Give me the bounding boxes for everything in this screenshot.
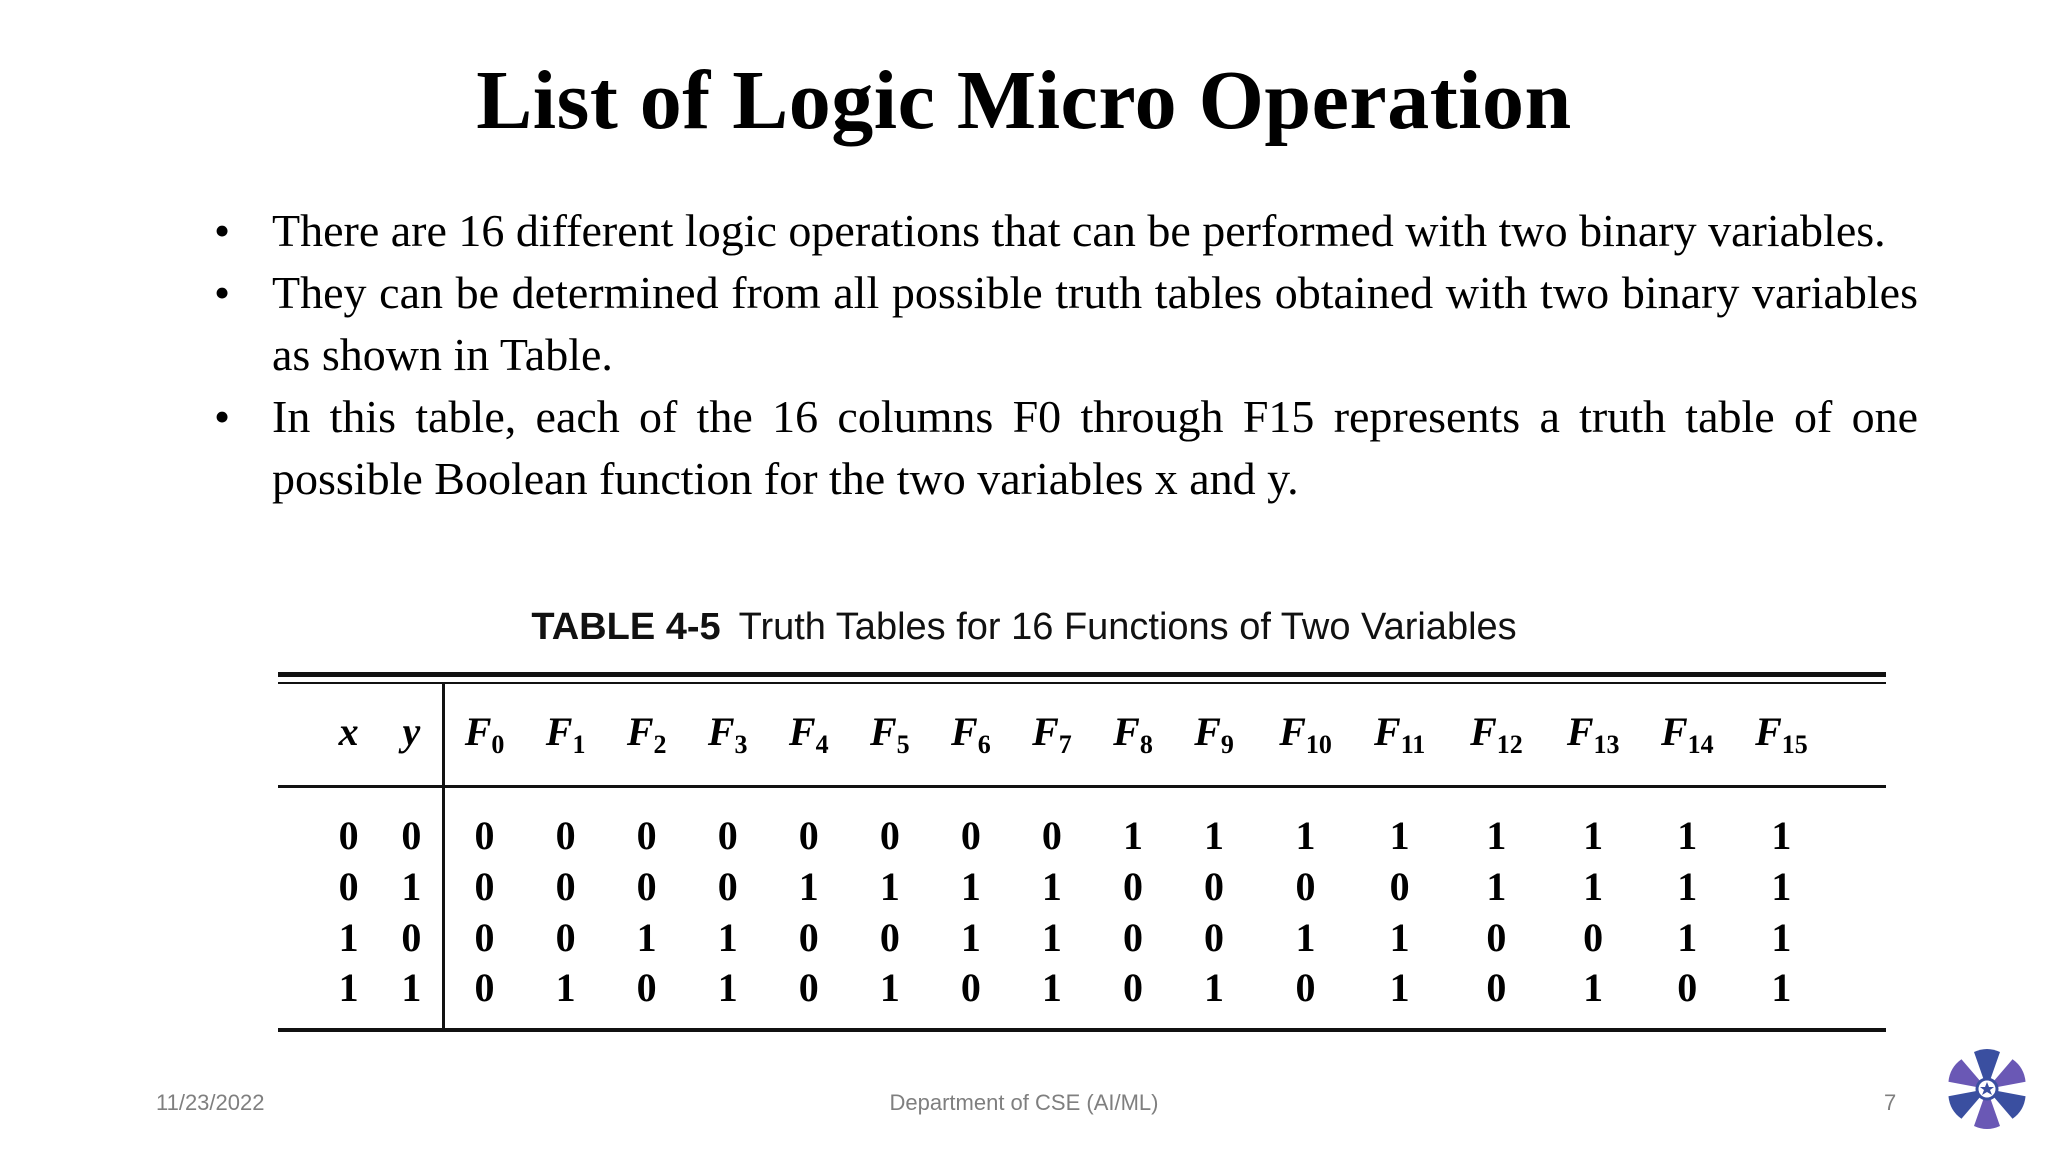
table-cell: 1 [798,864,819,909]
table-cell: 0 [636,965,657,1010]
table-header-function [1755,708,1808,760]
table-cell: 0 [474,864,495,909]
table-cell: 1 [1204,965,1225,1010]
table-header-function [1032,708,1072,760]
table-cell: 0 [1389,864,1410,909]
header-base: F [869,709,897,754]
header-base: F [951,709,978,754]
table-cell: 0 [960,965,981,1010]
table-cell: 0 [1295,965,1316,1010]
table-row [278,812,1886,862]
header-base: F [626,709,654,754]
header-subscript: 0 [491,730,505,759]
table-row [278,964,1886,1014]
table-caption-label: TABLE 4-5 [531,606,721,648]
table-cell: 0 [1295,864,1316,909]
bullet-dot: • [214,391,231,442]
header-subscript: 12 [1496,730,1523,759]
table-cell: 0 [1204,915,1225,960]
slide-title: List of Logic Micro Operation [476,54,1572,147]
table-top-rule-thin [278,682,1886,684]
table-caption-text: Truth Tables for 16 Functions of Two Variables [738,606,1517,648]
table-row [278,914,1886,964]
bullet-item [210,262,1918,386]
header-base: x [338,709,359,754]
institution-logo-icon [1944,1046,2030,1132]
header-subscript: 8 [1139,730,1153,759]
bullet-text: There are 16 different logic operations that can be performed with two binary variables. [272,205,1886,256]
table-cell: 0 [338,864,359,909]
table-cell: 0 [960,813,981,858]
table-cell: 1 [636,915,657,960]
table-cell: 1 [555,965,576,1010]
table-cell: 0 [401,813,422,858]
table-cell: 1 [1677,813,1698,858]
table-cell: 0 [636,813,657,858]
footer-page-number: 7 [1884,1090,1897,1115]
table-cell: 0 [1122,864,1143,909]
table-cell: 0 [474,965,495,1010]
header-base: F [545,709,573,754]
header-base: F [464,709,492,754]
header-subscript: 3 [734,730,748,759]
bullet-dot: • [214,267,231,318]
table-cell: 1 [1771,864,1792,909]
table-cell: 0 [798,813,819,858]
table-cell: 1 [1041,915,1062,960]
header-base: F [1755,709,1782,754]
header-base: F [1194,709,1221,754]
table-cell: 1 [401,965,422,1010]
bullet-text: They can be determined from all possible truth tables obtained with two binary variables as shown in Table. [272,267,1918,380]
table-cell: 0 [555,864,576,909]
table-cell: 0 [879,813,900,858]
table-header-var [402,708,420,755]
table-header-function [1194,708,1234,760]
header-subscript: 15 [1781,730,1808,759]
table-cell: 1 [1041,965,1062,1010]
table-cell: 0 [1204,864,1225,909]
table-cell: 1 [1771,813,1792,858]
table-cell: 1 [1389,965,1410,1010]
table-cell: 0 [879,915,900,960]
header-base: F [788,709,816,754]
table-cell: 1 [1771,965,1792,1010]
table-bottom-rule [278,1028,1886,1032]
table-cell: 0 [401,915,422,960]
table-header-row [278,708,1886,768]
header-base: F [1279,709,1306,754]
header-base: F [707,709,735,754]
table-cell: 0 [1677,965,1698,1010]
table-cell: 0 [555,915,576,960]
header-subscript: 5 [896,730,910,759]
table-cell: 0 [798,915,819,960]
footer-date: 11/23/2022 [156,1090,265,1115]
table-header-var [339,708,359,755]
table-cell: 1 [338,915,359,960]
table-cell: 0 [1583,915,1604,960]
table-top-rule [278,672,1886,677]
table-cell: 0 [555,813,576,858]
table-cell: 1 [1486,864,1507,909]
header-subscript: 9 [1220,730,1234,759]
header-subscript: 14 [1687,730,1714,759]
table-cell: 1 [338,965,359,1010]
header-subscript: 2 [653,730,667,759]
table-cell: 0 [474,915,495,960]
header-subscript: 4 [815,730,829,759]
table-cell: 1 [1295,915,1316,960]
table-cell: 1 [1677,864,1698,909]
table-cell: 1 [1389,813,1410,858]
table-cell: 0 [798,965,819,1010]
table-header-function [546,708,586,760]
footer-department: Department of CSE (AI/ML) [889,1090,1159,1115]
table-cell: 0 [474,813,495,858]
bullet-item [210,386,1918,510]
table-cell: 1 [1389,915,1410,960]
header-subscript: 7 [1058,730,1072,759]
table-cell: 1 [717,915,738,960]
table-cell: 1 [1041,864,1062,909]
header-base: F [1660,709,1688,754]
header-subscript: 11 [1400,730,1426,759]
table-header-function [708,708,748,760]
table-header-function [1279,708,1332,760]
table-row [278,863,1886,913]
bullet-item [210,200,1918,262]
header-base: F [1374,709,1401,754]
table-cell: 0 [1041,813,1062,858]
table-cell: 1 [1677,915,1698,960]
table-header-function [1661,708,1714,760]
header-base: F [1113,709,1140,754]
table-header-function [870,708,910,760]
table-header-function [789,708,829,760]
table-cell: 1 [1122,813,1143,858]
table-header-function [1470,708,1523,760]
table-header-function [1567,708,1620,760]
table-cell: 1 [1295,813,1316,858]
table-cell: 1 [1583,864,1604,909]
table-header-rule [278,785,1886,788]
table-header-function [951,708,991,760]
table-cell: 1 [1486,813,1507,858]
table-cell: 1 [1771,915,1792,960]
header-subscript: 1 [572,730,586,759]
header-base: F [1566,709,1594,754]
table-header-function [465,708,505,760]
header-base: y [402,709,421,754]
table-cell: 0 [338,813,359,858]
table-cell: 0 [717,864,738,909]
header-base: F [1470,709,1497,754]
table-header-function [1113,708,1153,760]
table-cell: 0 [717,813,738,858]
table-cell: 0 [636,864,657,909]
table-cell: 1 [1583,813,1604,858]
header-subscript: 6 [977,730,991,759]
bullet-dot: • [214,205,231,256]
table-cell: 0 [1486,915,1507,960]
table-cell: 1 [960,915,981,960]
table-cell: 1 [960,864,981,909]
header-subscript: 13 [1593,730,1620,759]
header-base: F [1032,709,1059,754]
table-cell: 1 [1583,965,1604,1010]
table-cell: 0 [1122,915,1143,960]
table-cell: 1 [1204,813,1225,858]
table-header-function [627,708,667,760]
table-cell: 0 [1486,965,1507,1010]
table-caption [0,606,2048,649]
bullet-list [210,200,1918,510]
bullet-text: In this table, each of the 16 columns F0 through F15 represents a truth table of one possible Boolean function for the two variables x and y. [272,391,1918,504]
table-header-function [1374,708,1425,760]
table-cell: 1 [879,965,900,1010]
table-cell: 1 [879,864,900,909]
header-subscript: 10 [1305,730,1332,759]
table-cell: 1 [401,864,422,909]
table-cell: 1 [717,965,738,1010]
table-cell: 0 [1122,965,1143,1010]
